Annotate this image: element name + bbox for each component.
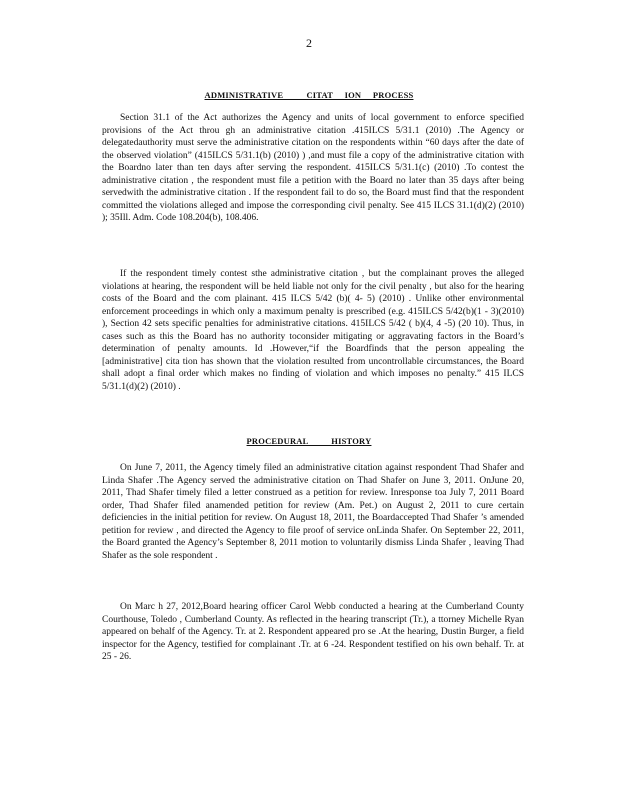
paragraph-text: On Marc h 27, 2012,Board hearing officer Carol Webb conducted a hearing at the Cumberland County Courthouse, Toledo , Cumberland County. As reflected in the hearing transcript (Tr.), a ttorney Michelle Ryan appeared on behalf of the Agency. Tr. at 2. Respondent appeared pro se .At the hearing, Dustin Burger, a field inspector for the Agency, testified for complainant .Tr. at 6 -24. Respondent testified on his own behalf. Tr. at 25 - 26. bbox=[102, 602, 524, 662]
paragraph-respondent-contests bbox=[102, 268, 524, 393]
heading-text: ADMINISTRATIVE CITAT ION PROCESS bbox=[204, 90, 414, 100]
paragraph-march-27-2012 bbox=[102, 601, 524, 664]
paragraph-text: Section 31.1 of the Act authorizes the Agency and units of local government to enforce specified provisions of the Act throu gh an administrative citation .415ILCS 5/31.1 (2010) .The Agency or delegatedauthority must serve the administrative citation on the respondents within “60 days after the date of the observed violation” (415ILCS 5/31.1(b) (2010) ) ,and must file a copy of the administrative citation with the Boardno later than ten days after serving the respondent. 415ILCS 5/31.1(c) (2010) .To contest the administrative citation , the respondent must file a petition with the Board no later than 35 days after being servedwith the administrative citation . If the respondent fail to do so, the Board must find that the respondent committed the violations alleged and impose the corresponding civil penalty. See 415 ILCS 31.1(d)(2) (2010) ); 35Ill. Adm. Code 108.204(b), 108.406. bbox=[102, 113, 524, 223]
page-number: 2 bbox=[306, 36, 312, 50]
heading-text: PROCEDURAL HISTORY bbox=[246, 436, 372, 446]
paragraph-june-7-2011 bbox=[102, 462, 524, 562]
paragraph-text: On June 7, 2011, the Agency timely filed an administrative citation against respondent Thad Shafer and Linda Shafer .The Agency served the administrative citation on Thad Shafer on June 3, 2011. OnJune 20, 2011, Thad Shafer timely filed a letter construed as a petition for review. Inresponse toa July 7, 2011 Board order, Thad Shafer filed anamended petition for review (Am. Pet.) on August 2, 2011 to cure certain deficiencies in the initial petition for review. On August 18, 2011, the Boardaccepted Thad Shafer ’s amended petition for review , and directed the Agency to file proof of service onLinda Shafer. On September 22, 2011, the Board granted the Agency’s September 8, 2011 motion to voluntarily dismiss Linda Shafer , leaving Thad Shafer as the sole respondent . bbox=[102, 463, 524, 561]
paragraph-text: If the respondent timely contest sthe administrative citation , but the complainant proves the alleged violations at hearing, the respondent will be held liable not only for the civil penalty , but also for the hearing costs of the Board and the com plainant. 415 ILCS 5/42 (b)( 4- 5) (2010) . Unlike other environmental enforcement proceedings in which only a maximum penalty is prescribed (e.g. 415ILCS 5/42(b)(1 - 3)(2010) ), Section 42 sets specific penalties for administrative citations. 415ILCS 5/42 ( b)(4, 4 -5) (20 10). Thus, in cases such as this the Board has no authority toconsider mitigating or aggravating factors in the Board’s determination of penalty amounts. Id .However,“if the Boardfinds that the person appealing the [administrative] cita tion has shown that the violation resulted from uncontrollable circumstances, the Board shall adopt a final order which makes no finding of violation and which imposes no penalty.” 415 ILCS 5/31.1(d)(2) (2010) . bbox=[102, 269, 524, 392]
section-heading-administrative-citation bbox=[0, 90, 618, 100]
section-heading-procedural-history bbox=[0, 436, 618, 446]
paragraph-section-31-1 bbox=[102, 112, 524, 225]
